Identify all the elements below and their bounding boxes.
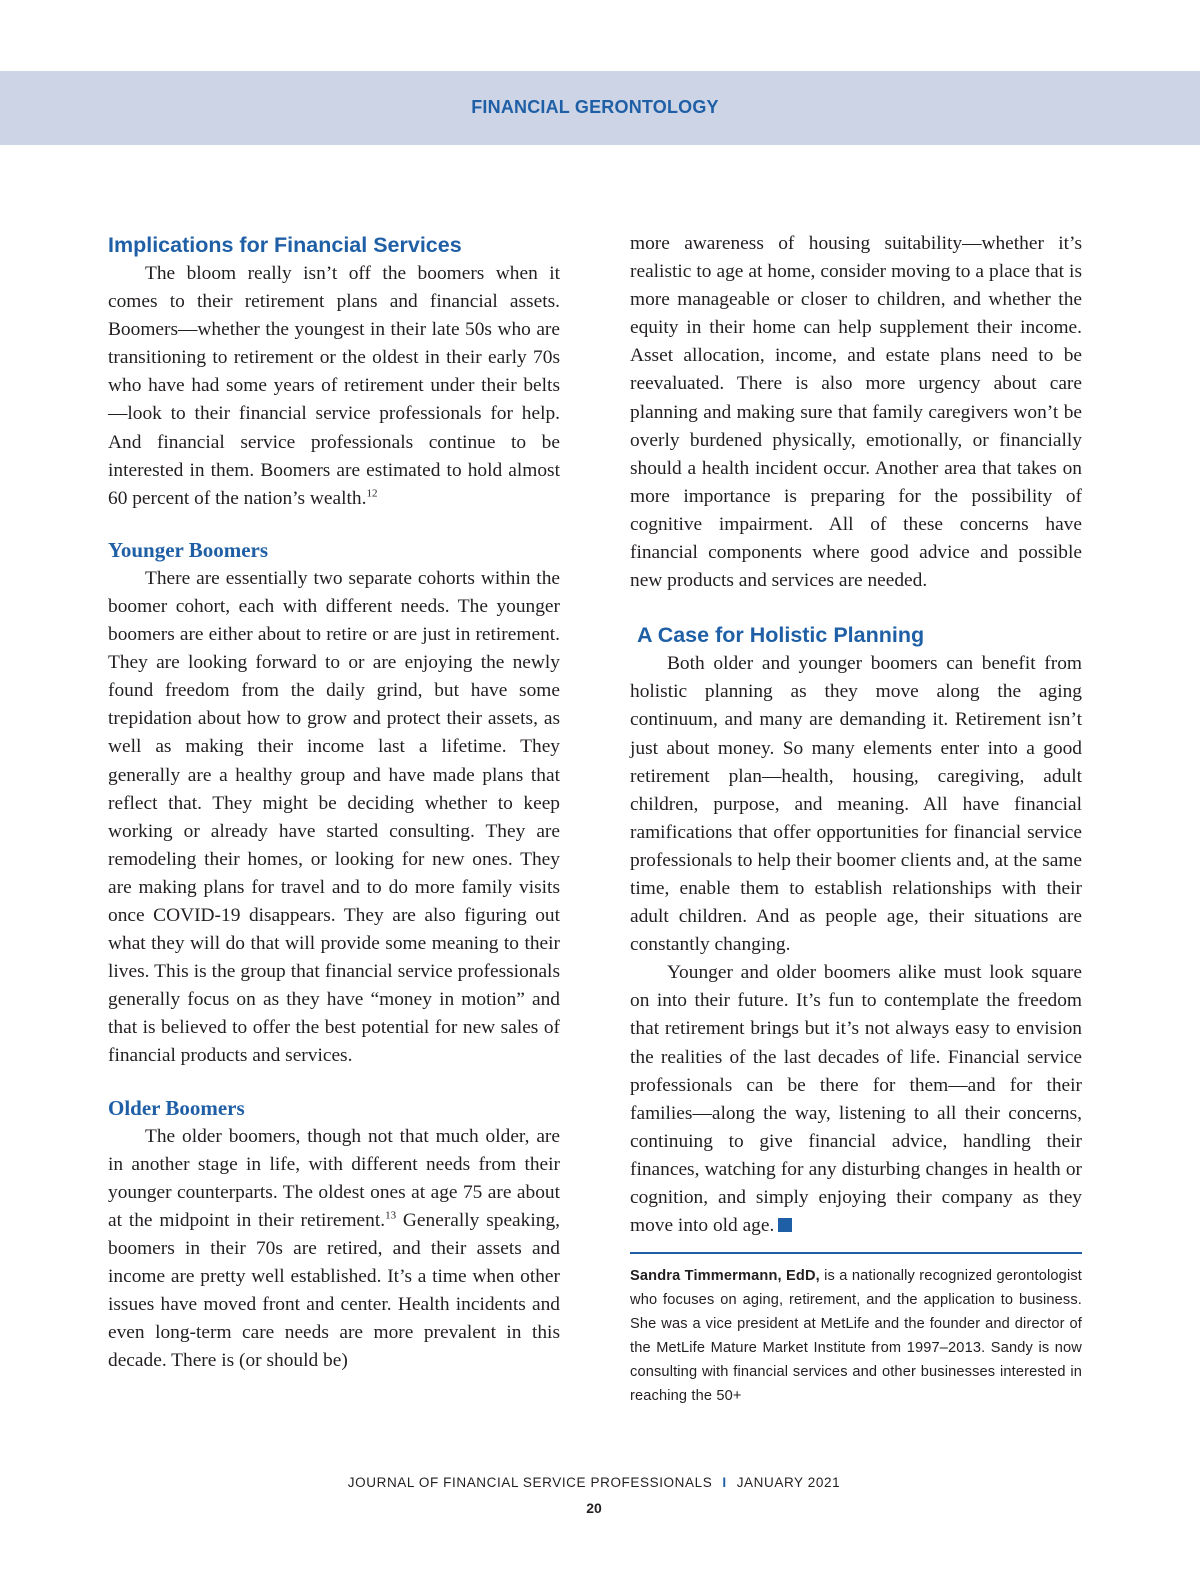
- author-bio: Sandra Timmermann, EdD, is a nationally recognized gerontologist who focuses on aging, retirement, and the application to business. She was a vice president at MetLife and the founder and director of the MetLife Mature Market Institute from 1997–2013. Sandy is now consulting with financial services and other businesses interested in reaching the 50+: [630, 1268, 1082, 1405]
- footer-date: JANUARY 2021: [736, 1475, 841, 1490]
- running-header: FINANCIAL GERONTOLOGY: [471, 97, 719, 117]
- bio-divider: [630, 1252, 1082, 1254]
- author-name: Sandra Timmermann, EdD,: [630, 1268, 820, 1285]
- paragraph-implications: The bloom really isn’t off the boomers when it comes to their retirement plans and financial assets. Boomers—whether the youngest in their late 50s who are transitioning to retirement or the oldest in their early 70s who have had some years of retirement under their belts—look to their financial service professionals for help. And financial service professionals continue to be interested in them. Boomers are estimated to hold almost 60 percent of the nation’s wealth.$^{12}$: [108, 263, 560, 509]
- footer-separator: I: [722, 1475, 727, 1490]
- spacer: [108, 1071, 560, 1093]
- paragraph-holistic-2: Younger and older boomers alike must look square on into their future. It’s fun to contemplate the freedom that retirement brings but it’s not always easy to envision the realities of the last decades of life. Financial service professionals can be there for them—and for their families—along the way, listening to all their concerns, continuing to give financial advice, handling their finances, watching for any disturbing changes in health or cognition, and simply enjoying their company as they move into old age.: [630, 962, 1082, 1237]
- paragraph-holistic-1: Both older and younger boomers can benefit from holistic planning as they move along the aging continuum, and many are demanding it. Retirement isn’t just about money. So many elements enter into a good retirement plan—health, housing, caregiving, adult children, purpose, and meaning. All have financial ramifications that offer opportunities for financial service professionals to help their boomer clients and, at the same time, enable them to establish relationships with their adult children. And as people age, their situations are constantly changing.: [630, 653, 1082, 956]
- end-of-article-square-icon: [778, 1218, 792, 1232]
- footer-journal-line: [0, 1475, 1188, 1490]
- spacer: [108, 513, 560, 535]
- footnote-ref-13: 13: [385, 1209, 397, 1222]
- paragraph-younger-boomers: There are essentially two separate cohorts within the boomer cohort, each with different needs. The younger boomers are either about to retire or are just in retirement. They are looking forward to or are enjoying the newly found freedom from the daily grind, but have some trepidation about how to grow and protect their assets, as well as making their income last a lifetime. They generally are a healthy group and have made plans that reflect that. They might be deciding whether to keep working or already have started consulting. They are remodeling their homes, or looking for new ones. They are making plans for travel and to do more family visits once COVID-19 disappears. They are also figuring out what they will do that will provide some meaning to their lives. This is the group that financial service professionals generally focus on as they have “money in motion” and that is believed to offer the best potential for new sales of financial products and services.: [108, 567, 560, 1067]
- section-heading-younger-boomers: Younger Boomers: [108, 537, 269, 562]
- left-column: [108, 230, 560, 1375]
- footnote-ref-12: 12: [366, 487, 378, 500]
- paragraph-older-boomers: The older boomers, though not that much older, are in another stage in life, with different needs from their younger counterparts. The oldest ones at age 75 are about at the midpoint in their retirement.$^{13}$ Generally speaking, boomers in their 70s are retired, and their assets and income are pretty well established. It’s a time when other issues have moved front and center. Health incidents and even long-term care needs are more prevalent in this decade. There is (or should be): [108, 1125, 560, 1372]
- spacer: [630, 595, 1082, 620]
- paragraph-continued: more awareness of housing suitability—whether it’s realistic to age at home, consider moving to a place that is more manageable or closer to children, and whether the equity in their home can help supplement their income. Asset allocation, income, and estate plans need to be reevaluated. There is also more urgency about care planning and making sure that family caregivers won’t be overly burdened physically, emotionally, or financially should a health incident occur. Another area that takes on more importance is preparing for the possibility of cognitive impairment. All of these concerns have financial components where good advice and possible new products and services are needed.: [630, 233, 1082, 592]
- section-heading-older-boomers: Older Boomers: [108, 1095, 245, 1120]
- page-number: 20: [586, 1500, 602, 1516]
- footer-journal: JOURNAL OF FINANCIAL SERVICE PROFESSIONALS: [347, 1475, 713, 1490]
- right-column: [630, 230, 1082, 1408]
- section-heading-holistic-planning: A Case for Holistic Planning: [637, 623, 925, 648]
- section-heading-implications: Implications for Financial Services: [108, 233, 462, 257]
